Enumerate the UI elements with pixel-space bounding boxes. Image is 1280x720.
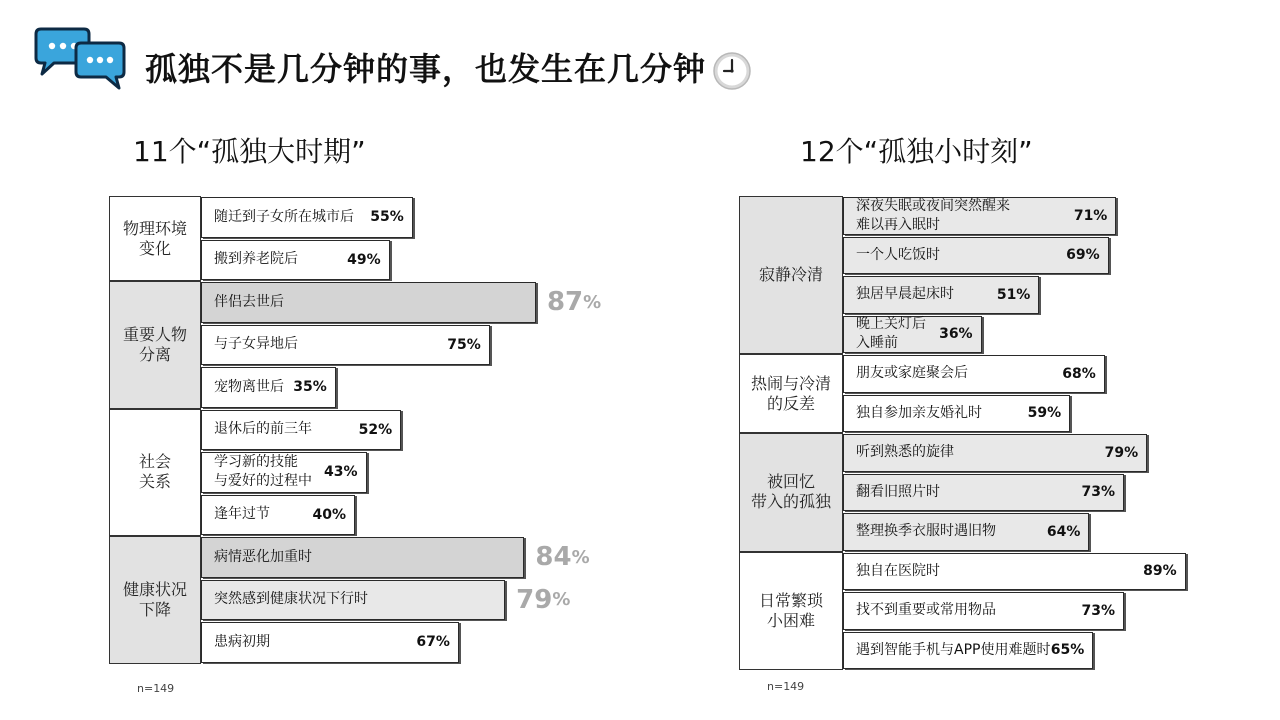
bar-value-label: 73% bbox=[1081, 602, 1116, 619]
category-group bbox=[109, 281, 201, 409]
clock-icon bbox=[712, 51, 752, 91]
bar-value-label: 59% bbox=[1027, 405, 1062, 422]
bar bbox=[843, 553, 1186, 591]
chart-title: 11个“孤独大时期” bbox=[133, 135, 366, 168]
bar bbox=[201, 282, 602, 323]
bar-label: 翻看旧照片时 bbox=[856, 483, 940, 500]
chart-panel-small-moments bbox=[735, 120, 1255, 700]
bar-value-unit: % bbox=[571, 546, 590, 568]
bar bbox=[201, 197, 413, 238]
category-group bbox=[109, 409, 201, 537]
bar-value-number: 84 bbox=[535, 542, 572, 573]
page-title bbox=[145, 44, 752, 91]
bar-label: 病情恶化加重时 bbox=[214, 548, 312, 565]
chart-panel-big-periods bbox=[105, 120, 625, 700]
bar-value-label: 68% bbox=[1062, 365, 1096, 382]
bar-value-number: 87 bbox=[546, 287, 584, 318]
bar-value-label bbox=[516, 581, 570, 620]
bar-value-label: 73% bbox=[1081, 484, 1116, 501]
bar bbox=[201, 580, 571, 621]
category-group-label: 重要人物 分离 bbox=[122, 324, 187, 364]
bar-label: 宠物离世后 bbox=[214, 378, 284, 395]
bar bbox=[201, 410, 401, 451]
bar-value-unit: % bbox=[552, 589, 571, 611]
bar-label: 听到熟悉的旋律 bbox=[856, 444, 954, 461]
bar-value-label bbox=[547, 283, 601, 322]
sample-size-note: n=149 bbox=[767, 680, 805, 693]
category-group-label: 寂静冷清 bbox=[758, 265, 823, 284]
bar-label: 搬到养老院后 bbox=[214, 251, 298, 268]
bar-value-label: 67% bbox=[416, 634, 450, 651]
bar bbox=[843, 395, 1070, 433]
category-group bbox=[739, 196, 843, 354]
bar bbox=[201, 452, 367, 493]
bar-label: 晚上关灯后 入睡前 bbox=[856, 316, 926, 352]
bar bbox=[843, 316, 982, 354]
category-group-label: 热闹与冷清 的反差 bbox=[750, 373, 831, 413]
bar-value-label: 75% bbox=[447, 336, 481, 353]
bar-value-label: 71% bbox=[1073, 207, 1108, 224]
bar bbox=[843, 237, 1109, 275]
bar bbox=[843, 513, 1089, 551]
bar bbox=[201, 325, 490, 366]
bar bbox=[843, 592, 1124, 630]
category-group bbox=[739, 552, 843, 671]
chart-title: 12个“孤独小时刻” bbox=[800, 135, 1033, 168]
bar bbox=[843, 474, 1124, 512]
bar-value-label: 51% bbox=[996, 286, 1031, 303]
bar-value-label: 55% bbox=[370, 209, 404, 226]
bar bbox=[201, 367, 336, 408]
bar-label: 深夜失眠或夜间突然醒来 难以再入眠时 bbox=[856, 197, 1010, 233]
bar-value-label: 40% bbox=[312, 506, 346, 523]
bar-value-label: 43% bbox=[324, 464, 358, 481]
speech-bubbles-icon bbox=[30, 26, 130, 96]
category-group bbox=[109, 536, 201, 664]
bar-value-label: 89% bbox=[1143, 563, 1177, 580]
bar-value-number: 79 bbox=[516, 584, 553, 615]
bar-label: 退休后的前三年 bbox=[214, 421, 312, 438]
bar-value-label: 64% bbox=[1046, 523, 1081, 540]
category-group-label: 社会 关系 bbox=[138, 452, 171, 492]
bar-label: 伴侣去世后 bbox=[214, 293, 284, 310]
sample-size-note: n=149 bbox=[137, 682, 175, 695]
bar-value-label: 52% bbox=[358, 421, 393, 438]
bar-label: 学习新的技能 与爱好的过程中 bbox=[214, 454, 312, 490]
category-group bbox=[109, 196, 201, 281]
bar bbox=[201, 240, 390, 281]
bar-value-label: 49% bbox=[347, 251, 381, 268]
bar-label: 突然感到健康状况下行时 bbox=[214, 591, 368, 608]
bar-label: 随迁到子女所在城市后 bbox=[214, 208, 354, 225]
page-header bbox=[30, 26, 930, 96]
bar bbox=[843, 197, 1116, 235]
bar-label: 整理换季衣服时遇旧物 bbox=[856, 523, 996, 540]
bar bbox=[843, 434, 1147, 472]
bar-label: 独居早晨起床时 bbox=[856, 286, 954, 303]
bar-value-unit: % bbox=[583, 291, 602, 313]
bar-value-label: 69% bbox=[1066, 247, 1100, 264]
bar-value-label: 65% bbox=[1050, 642, 1085, 659]
bar-value-label bbox=[535, 538, 589, 577]
category-group-label: 健康状况 下降 bbox=[122, 579, 187, 619]
bar-label: 逢年过节 bbox=[214, 506, 270, 523]
bar bbox=[201, 537, 590, 578]
bar-value-label: 79% bbox=[1104, 444, 1139, 461]
category-group bbox=[739, 433, 843, 552]
bar-value-label: 36% bbox=[939, 326, 973, 343]
category-group-label: 被回忆 带入的孤独 bbox=[750, 472, 831, 512]
bar bbox=[201, 495, 355, 536]
bar-value-label: 35% bbox=[293, 379, 327, 396]
bar-label: 独自在医院时 bbox=[856, 562, 940, 579]
bar bbox=[201, 622, 459, 663]
bar-label: 独自参加亲友婚礼时 bbox=[856, 404, 982, 421]
bar-label: 找不到重要或常用物品 bbox=[856, 602, 996, 619]
category-group-label: 日常繁琐 小困难 bbox=[758, 590, 823, 630]
bar-label: 患病初期 bbox=[214, 633, 270, 650]
bar-label: 遇到智能手机与APP使用难题时 bbox=[856, 641, 1051, 658]
bar-label: 朋友或家庭聚会后 bbox=[856, 365, 968, 382]
bar bbox=[843, 276, 1039, 314]
bar bbox=[843, 355, 1105, 393]
bar-label: 一个人吃饭时 bbox=[856, 246, 940, 263]
category-group-label: 物理环境 变化 bbox=[122, 218, 187, 258]
bar-label: 与子女异地后 bbox=[214, 336, 298, 353]
page-title-text: 孤独不是几分钟的事，也发生在几分钟 bbox=[145, 50, 707, 88]
category-group bbox=[739, 354, 843, 433]
bar bbox=[843, 632, 1093, 670]
